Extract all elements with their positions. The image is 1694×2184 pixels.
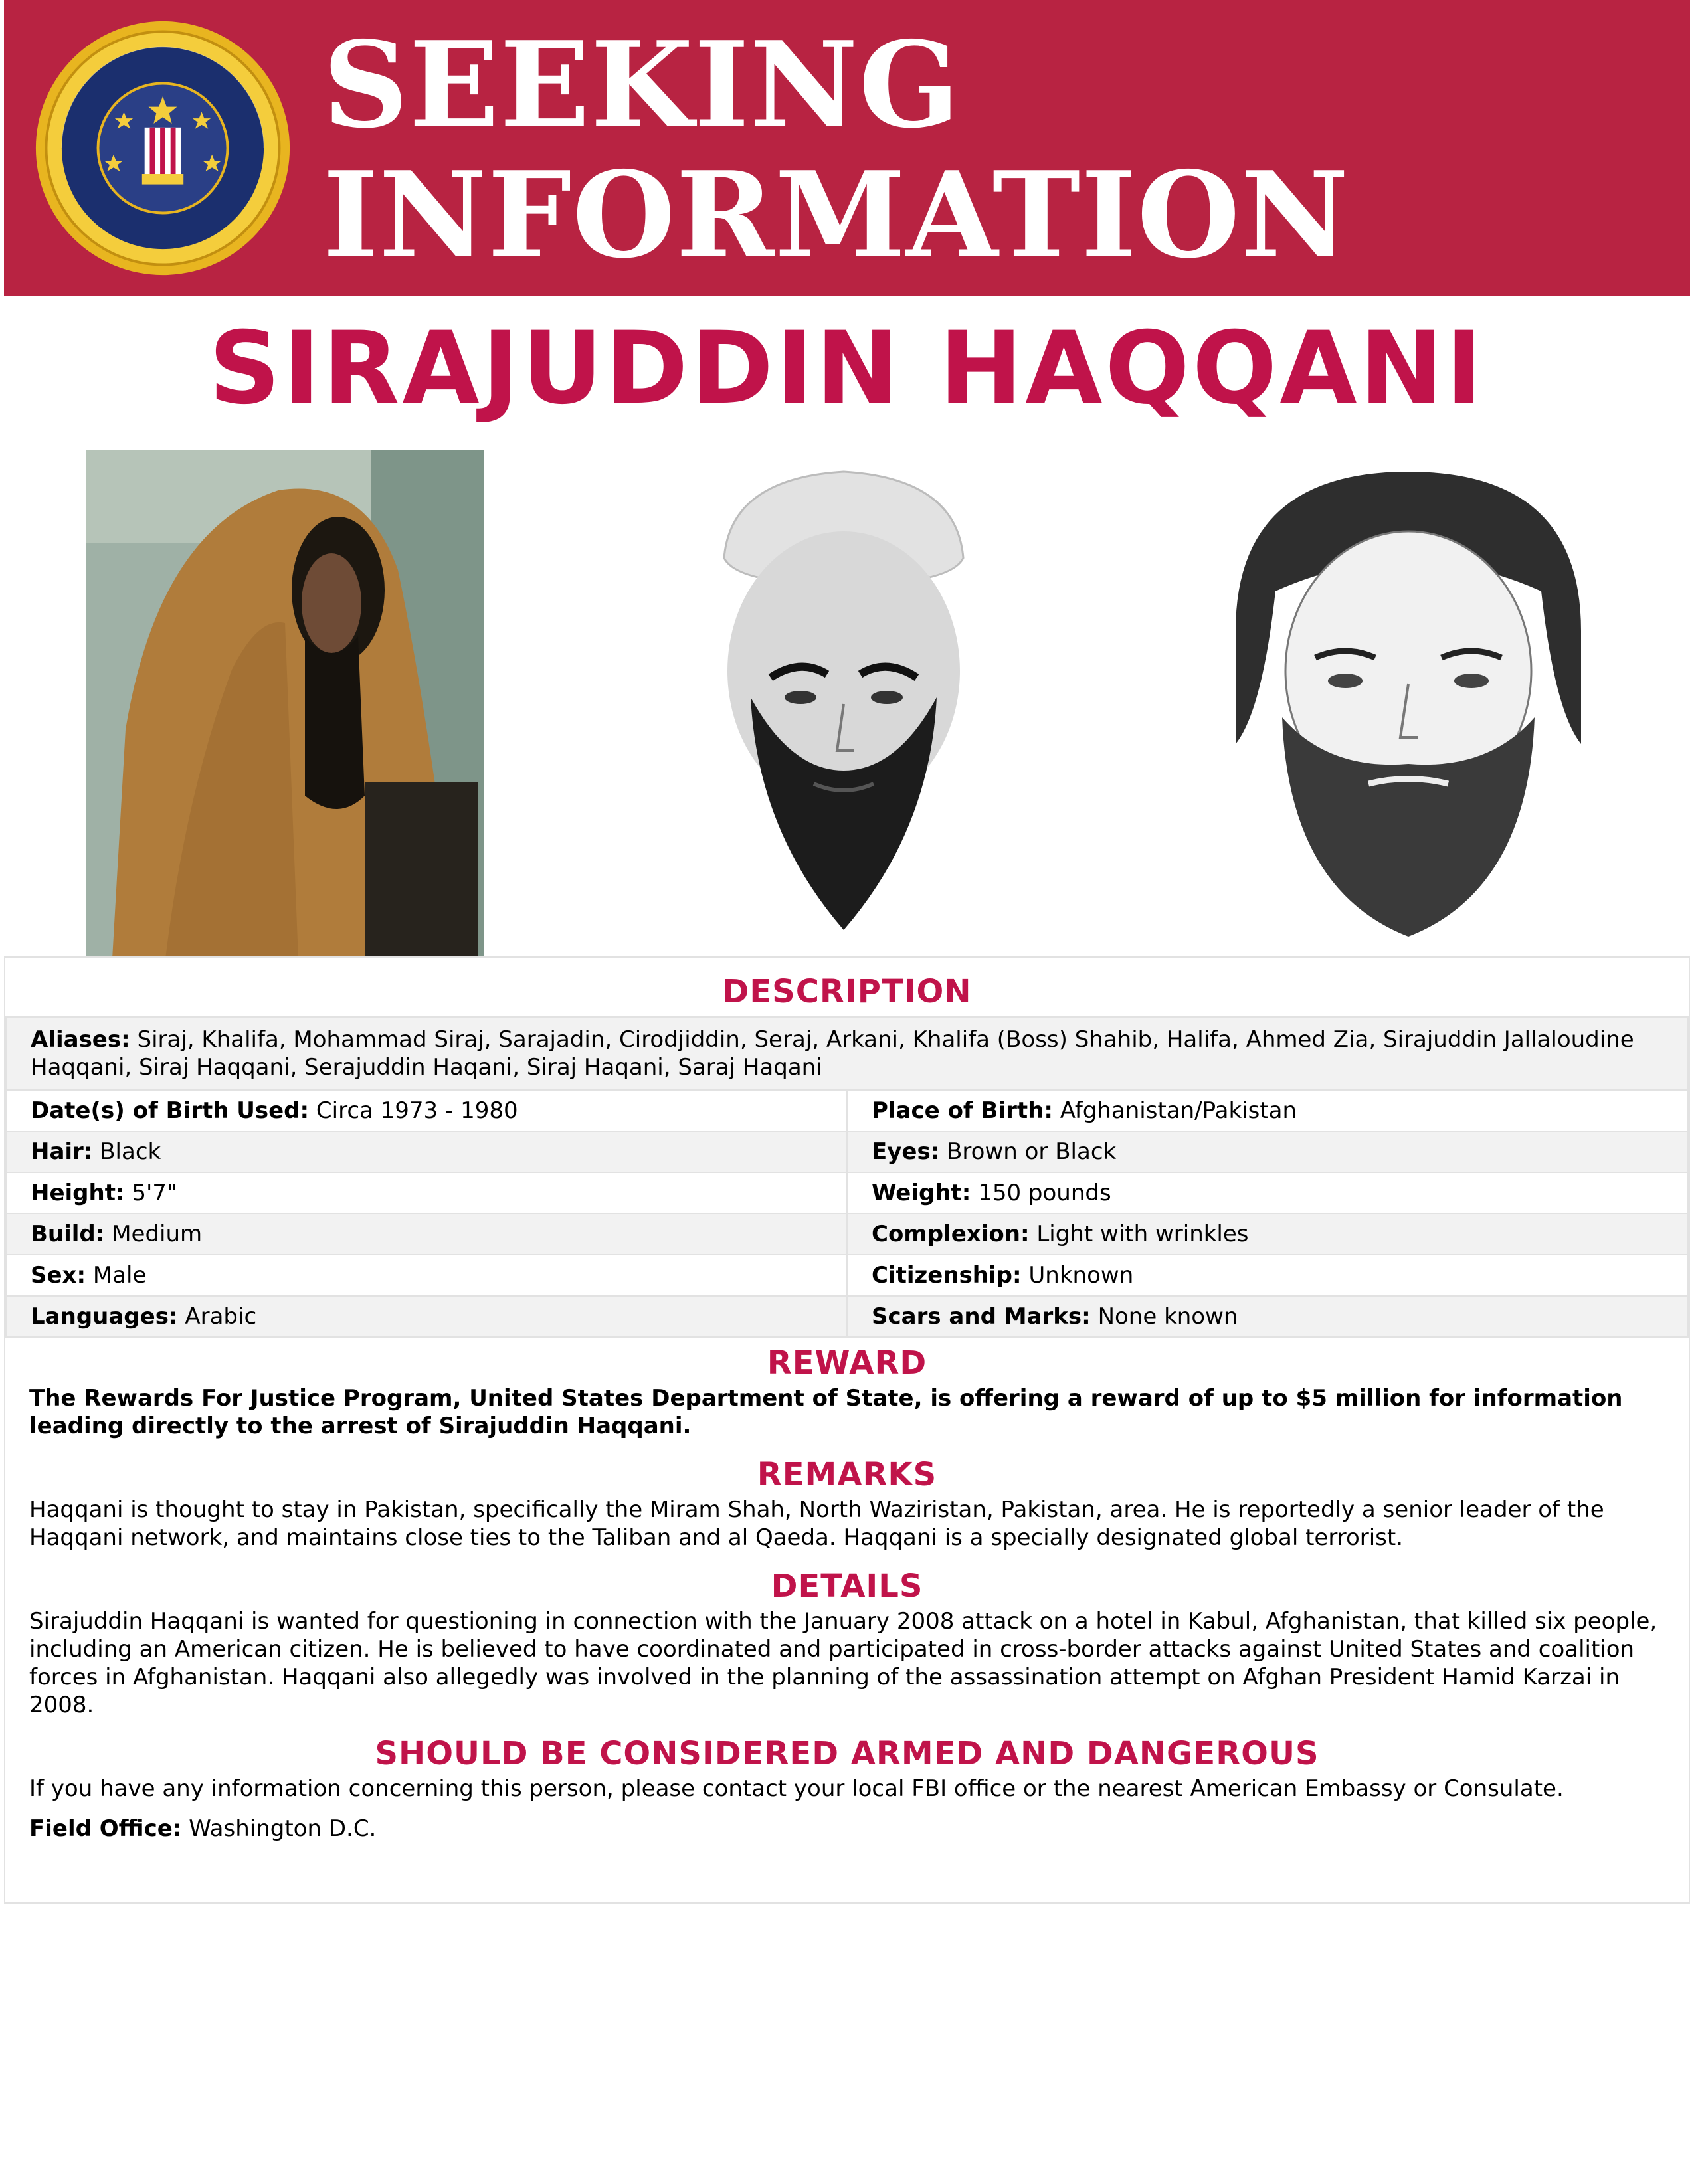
table-cell xyxy=(847,1255,1688,1296)
field-value: Brown or Black xyxy=(947,1138,1117,1165)
field-office-value: Washington D.C. xyxy=(189,1815,377,1842)
caution-text: If you have any information concerning this person, please contact your local FBI office or the nearest American Embassy or Consulate. xyxy=(29,1775,1564,1802)
field-value: Male xyxy=(92,1262,147,1289)
subject-photo xyxy=(86,450,484,958)
table-cell xyxy=(847,1090,1688,1131)
field-label: Scars and Marks: xyxy=(872,1303,1091,1330)
sketch-image xyxy=(658,458,1030,950)
field-value: Light with wrinkles xyxy=(1036,1221,1249,1247)
table-row xyxy=(6,1296,1688,1337)
subject-name: SIRAJUDDIN HAQQANI xyxy=(209,311,1485,426)
field-label: Height: xyxy=(31,1180,125,1206)
field-label: Sex: xyxy=(31,1262,86,1289)
field-label: Citizenship: xyxy=(872,1262,1022,1289)
field-label: Complexion: xyxy=(872,1221,1030,1247)
subject-sketch-1 xyxy=(658,458,1030,950)
header-title-line2: INFORMATION xyxy=(323,145,1350,284)
field-value: 5'7" xyxy=(132,1180,177,1206)
field-value: Circa 1973 - 1980 xyxy=(316,1097,518,1124)
field-value: Medium xyxy=(112,1221,203,1247)
table-cell xyxy=(6,1172,847,1214)
table-row xyxy=(6,1090,1688,1131)
reward-title: REWARD xyxy=(767,1344,927,1382)
header-title xyxy=(323,15,1350,284)
field-label: Build: xyxy=(31,1221,105,1247)
field-label: Languages: xyxy=(31,1303,178,1330)
remarks-title: REMARKS xyxy=(757,1456,937,1493)
info-panel xyxy=(4,956,1690,1904)
table-cell xyxy=(847,1296,1688,1337)
aliases-value: Siraj, Khalifa, Mohammad Siraj, Sarajadin, Cirodjiddin, Seraj, Arkani, Khalifa (Boss) Shahib, Halifa, Ahmed Zia, Sirajuddin Jallaloudine Haqqani, Siraj Haqqani, Serajuddin Haqani, Siraj Haqani, Saraj Haqani xyxy=(31,1026,1634,1081)
fbi-seal-icon xyxy=(33,19,292,278)
subject-sketch-2 xyxy=(1209,458,1608,950)
field-label: Date(s) of Birth Used: xyxy=(31,1097,310,1124)
details-title: DETAILS xyxy=(771,1568,923,1605)
description-title: DESCRIPTION xyxy=(722,973,972,1010)
table-row xyxy=(6,1214,1688,1255)
table-cell xyxy=(847,1131,1688,1172)
table-cell xyxy=(6,1296,847,1337)
table-row xyxy=(6,1017,1688,1090)
field-value: 150 pounds xyxy=(978,1180,1111,1206)
table-cell xyxy=(847,1214,1688,1255)
remarks-text: Haqqani is thought to stay in Pakistan, specifically the Miram Shah, North Waziristan, Pakistan, area. He is reportedly a senior leader of the Haqqani network, and maintains close ties to the Taliban and al Qaeda. Haqqani is a specially designated global terrorist. xyxy=(29,1497,1604,1551)
table-cell xyxy=(6,1090,847,1131)
field-value: Arabic xyxy=(185,1303,257,1330)
table-cell xyxy=(6,1255,847,1296)
photo-image xyxy=(86,450,484,958)
table-cell xyxy=(6,1131,847,1172)
aliases-cell xyxy=(6,1017,1688,1090)
field-value: Unknown xyxy=(1028,1262,1134,1289)
field-label: Eyes: xyxy=(872,1138,940,1165)
header-banner xyxy=(4,0,1690,296)
sketch-image xyxy=(1209,458,1608,950)
field-label: Hair: xyxy=(31,1138,93,1165)
field-label: Weight: xyxy=(872,1180,971,1206)
description-table xyxy=(5,1016,1689,1338)
details-text: Sirajuddin Haqqani is wanted for questioning in connection with the January 2008 attack on a hotel in Kabul, Afghanistan, that killed six people, including an American citizen. He is believed to have coordinated and participated in cross-border attacks against United States and coalition forces in Afghanistan. Haqqani also allegedly was involved in the planning of the assassination attempt on Afghan President Hamid Karzai in 2008. xyxy=(29,1608,1657,1718)
reward-text: The Rewards For Justice Program, United States Department of State, is offering a reward of up to $5 million for information leading directly to the arrest of Sirajuddin Haqqani. xyxy=(29,1385,1623,1439)
field-label: Place of Birth: xyxy=(872,1097,1053,1124)
field-office-label: Field Office: xyxy=(29,1815,182,1842)
field-office xyxy=(5,1815,1689,1843)
header-title-line1: SEEKING xyxy=(323,15,961,154)
table-row xyxy=(6,1172,1688,1214)
field-value: None known xyxy=(1097,1303,1238,1330)
table-cell xyxy=(6,1214,847,1255)
table-cell xyxy=(847,1172,1688,1214)
field-value: Afghanistan/Pakistan xyxy=(1060,1097,1297,1124)
table-row xyxy=(6,1255,1688,1296)
field-value: Black xyxy=(100,1138,161,1165)
aliases-label: Aliases: xyxy=(31,1026,130,1053)
caution-title: SHOULD BE CONSIDERED ARMED AND DANGEROUS xyxy=(375,1735,1319,1772)
table-row xyxy=(6,1131,1688,1172)
